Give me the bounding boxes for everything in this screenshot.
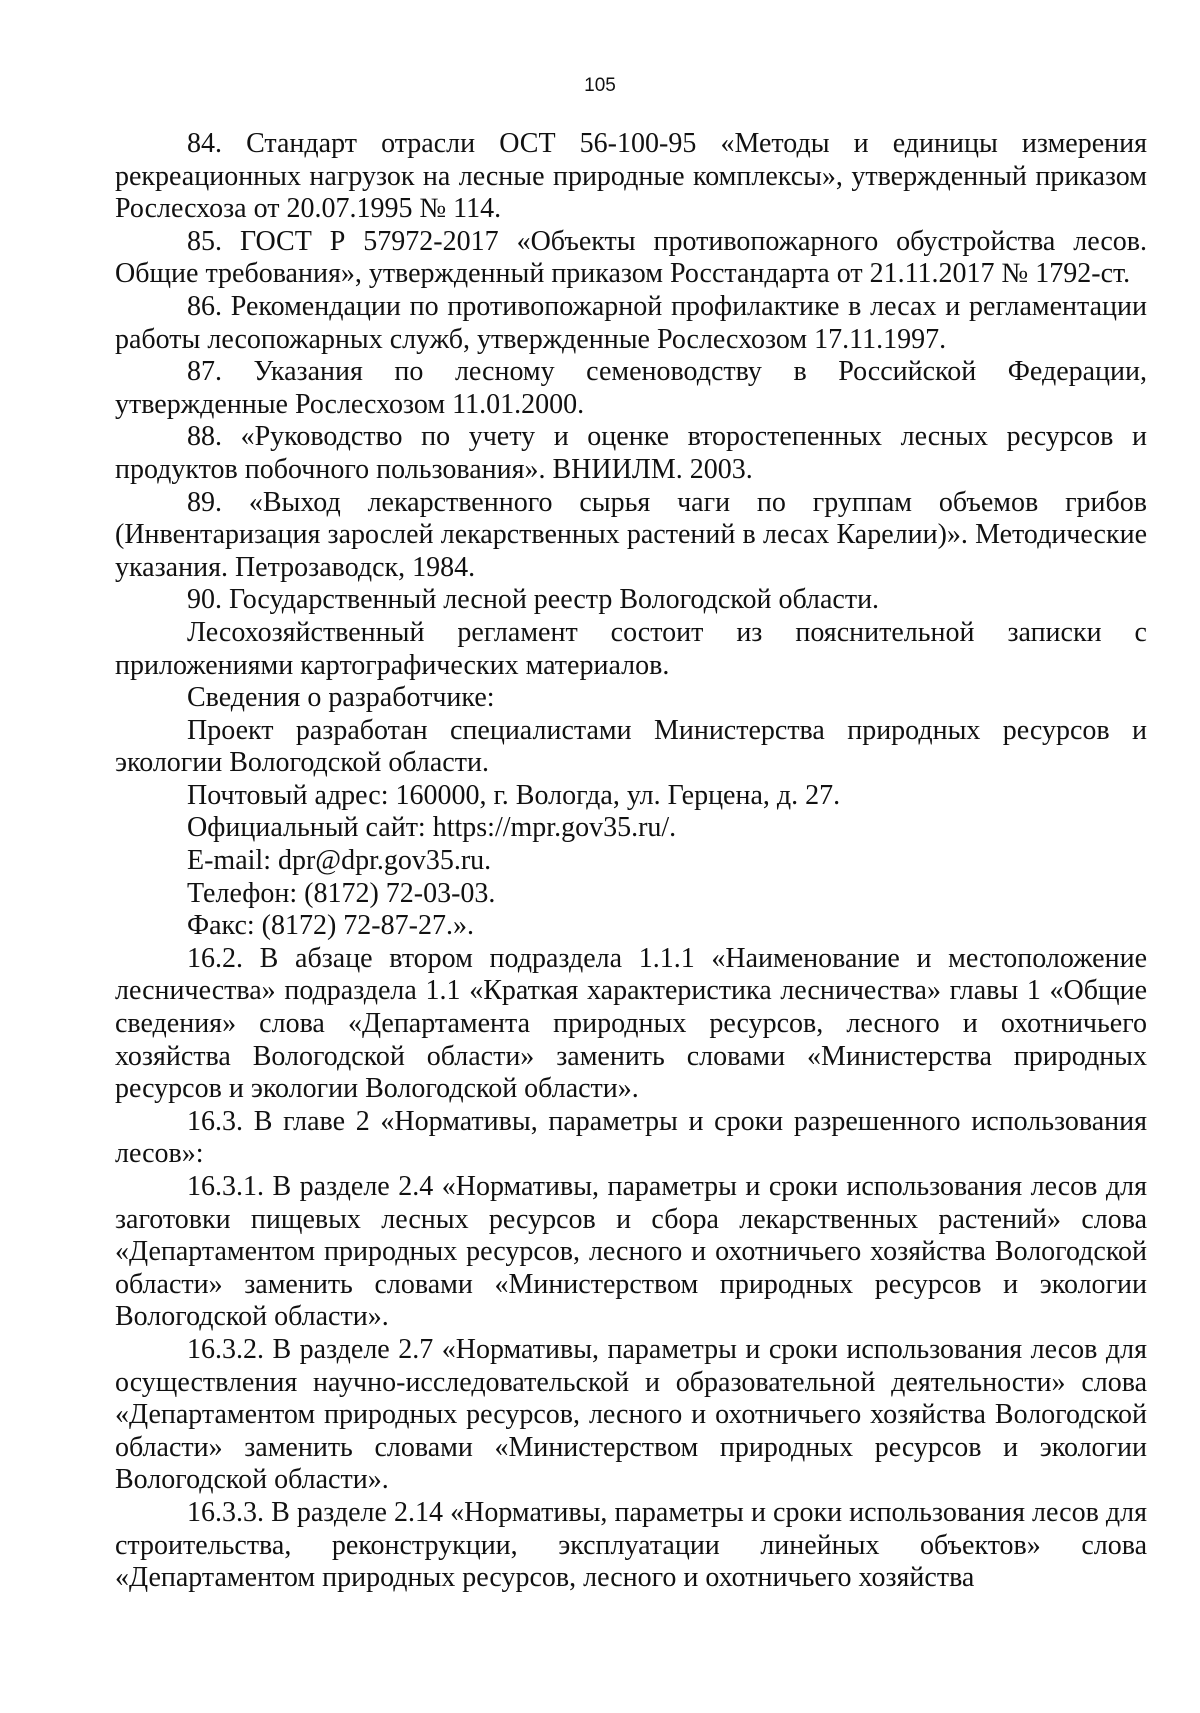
phone-number: Телефон: (8172) 72-03-03.: [187, 877, 496, 909]
paragraph-84: 84. Стандарт отрасли ОСТ 56-100-95 «Методы и единицы измерения рекреационных нагрузок на лесные природные комплексы», утвержденный приказом Рослесхоза от 20.07.1995 № 114.: [115, 128, 1147, 225]
paragraph-85: 85. ГОСТ Р 57972-2017 «Объекты противопожарного обустройства лесов. Общие требования», утвержденный приказом Росстандарта от 21.11.2017 № 1792-ст.: [115, 225, 1147, 290]
email-address: E-mail: dpr@dpr.gov35.ru.: [187, 845, 492, 877]
page-number: 105: [584, 75, 616, 96]
paragraph-89: 89. «Выход лекарственного сырья чаги по группам объемов грибов (Инвентаризация зарослей лекарственных растений в лесах Карелии)». Методические указания. Петрозаводск, 1984.: [115, 486, 1147, 583]
developer-info-text: Проект разработан специалистами Министерства природных ресурсов и экологии Вологодской области.: [115, 714, 1147, 779]
paragraph-16-3-2: 16.3.2. В разделе 2.7 «Нормативы, параметры и сроки использования лесов для осуществления научно-исследовательской и образовательной деятельности» слова «Департаментом природных ресурсов, лесного и охотничьего хозяйства Вологодской области» заменить словами «Министерством природных ресурсов и экологии Вологодской области».: [115, 1333, 1147, 1496]
paragraph-16-2: 16.2. В абзаце втором подраздела 1.1.1 «Наименование и местоположение лесничества» подраздела 1.1 «Краткая характеристика лесничества» главы 1 «Общие сведения» слова «Департамента природных ресурсов, лесного и охотничьего хозяйства Вологодской области» заменить словами «Министерства природных ресурсов и экологии Вологодской области».: [115, 942, 1147, 1105]
official-website: Официальный сайт: https://mpr.gov35.ru/.: [187, 812, 677, 844]
postal-address: Почтовый адрес: 160000, г. Вологда, ул. Герцена, д. 27.: [187, 779, 841, 811]
developer-info-heading: Сведения о разработчике:: [187, 682, 495, 714]
fax-number: Факс: (8172) 72-87-27.».: [187, 910, 474, 942]
paragraph-16-3: 16.3. В главе 2 «Нормативы, параметры и сроки разрешенного использования лесов»:: [115, 1105, 1147, 1170]
paragraph-88: 88. «Руководство по учету и оценке второстепенных лесных ресурсов и продуктов побочного пользования». ВНИИЛМ. 2003.: [115, 421, 1147, 485]
paragraph-90: 90. Государственный лесной реестр Вологодской области.: [187, 584, 880, 616]
paragraph-86: 86. Рекомендации по противопожарной профилактике в лесах и регламентации работы лесопожарных служб, утвержденные Рослесхозом 17.11.1997.: [115, 290, 1147, 355]
document-body: [115, 128, 1147, 1595]
paragraph-87: 87. Указания по лесному семеноводству в Российской Федерации, утвержденные Рослесхозом 11.01.2000.: [115, 356, 1147, 420]
paragraph-16-3-3: 16.3.3. В разделе 2.14 «Нормативы, параметры и сроки использования лесов для строительства, реконструкции, эксплуатации линейных объектов» слова «Департаментом природных ресурсов, лесного и охотничьего хозяйства: [115, 1496, 1147, 1594]
paragraph-16-3-1: 16.3.1. В разделе 2.4 «Нормативы, параметры и сроки использования лесов для заготовки пищевых лесных ресурсов и сбора лекарственных растений» слова «Департаментом природных ресурсов, лесного и охотничьего хозяйства Вологодской области» заменить словами «Министерством природных ресурсов и экологии Вологодской области».: [115, 1171, 1147, 1333]
paragraph-regulation-composition: Лесохозяйственный регламент состоит из пояснительной записки с приложениями картографических материалов.: [115, 616, 1147, 681]
